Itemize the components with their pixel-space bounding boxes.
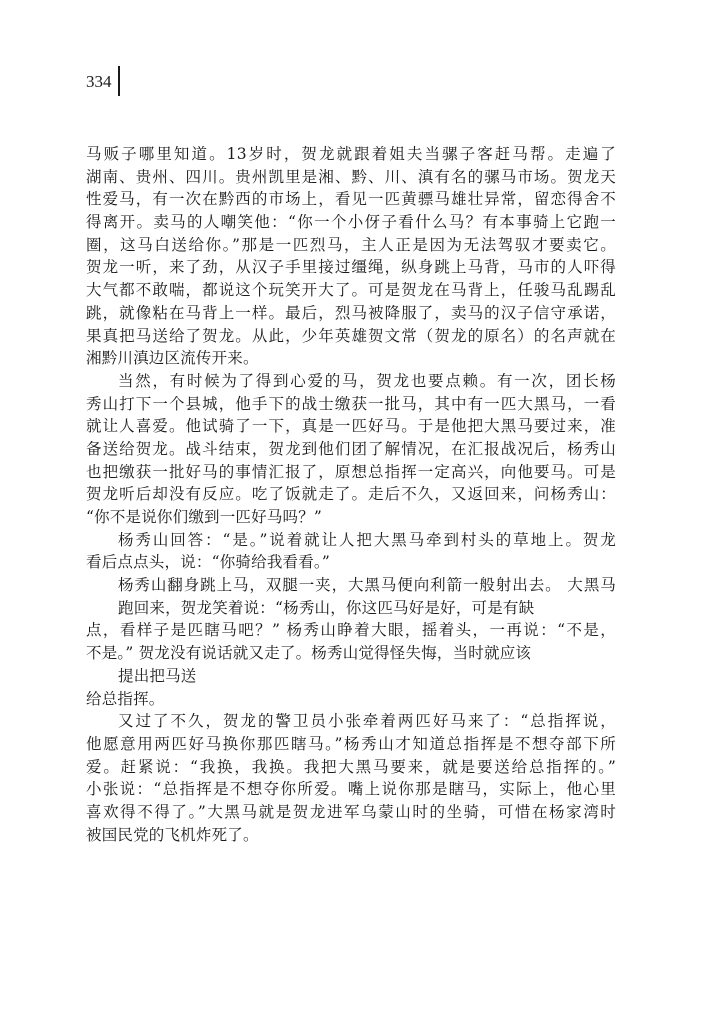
text-line: 圈，这马白送给你。”那是一匹烈马，主人正是因为无法驾驭才要卖它。 (86, 235, 616, 254)
text-line: 秀山打下一个县城，他手下的战士缴获一批马，其中有一匹大黑马，一看 (86, 394, 616, 413)
text-line: 给总指挥。 (86, 689, 165, 708)
text-line: 果真把马送给了贺龙。从此，少年英雄贺文常（贺龙的原名）的名声就在 (86, 326, 616, 345)
text-line: 被国民党的飞机炸死了。 (86, 825, 259, 844)
text-line: 性爱马，有一次在黔西的市场上，看见一匹黄骠马雄壮异常，留恋得舍不 (86, 190, 616, 209)
text-line: “你不是说你们缴到一匹好马吗？” (86, 508, 323, 526)
text-line: 点，看样子是匹瞎马吧？” 杨秀山睁着大眼，摇着头，一再说：“不是， (86, 621, 616, 640)
text-line: 贺龙一听，来了劲，从汉子手里接过缰绳，纵身跳上马背，马市的人吓得 (86, 258, 616, 277)
text-line: 就让人喜爱。他试骑了一下，真是一匹好马。于是他把大黑马要过来，准 (86, 417, 616, 436)
text-line: 提出把马送 (118, 666, 197, 685)
text-line: 小张说：“总指挥是不想夺你所爱。嘴上说你那是瞎马，实际上，他心里 (86, 780, 616, 799)
header-rule (118, 66, 120, 96)
text-line: 杨秀山回答：“是。”说着就让人把大黑马牵到村头的草地上。贺龙 (118, 530, 616, 549)
text-line: 大气都不敢喘，都说这个玩笑开大了。可是贺龙在马背上，任骏马乱踢乱 (86, 281, 616, 300)
body-text (86, 143, 616, 846)
text-line: 马贩子哪里知道。13岁时，贺龙就跟着姐夫当骡子客赶马帮。走遍了 (86, 145, 616, 163)
text-line: 跑回来，贺龙笑着说：“杨秀山，你这匹马好是好，可是有缺 (118, 598, 535, 617)
text-line: 喜欢得不得了。”大黑马就是贺龙进军乌蒙山时的坐骑，可惜在杨家湾时 (86, 802, 616, 821)
text-line: 湖南、贵州、四川。贵州凯里是湘、黔、川、滇有名的骡马市场。贺龙天 (86, 167, 616, 186)
text-line: 备送给贺龙。战斗结束，贺龙到他们团了解情况，在汇报战况后，杨秀山 (86, 439, 616, 458)
text-line: 湘黔川滇边区流传开来。 (86, 349, 259, 368)
text-line: 又过了不久，贺龙的警卫员小张牵着两匹好马来了：“总指挥说， (118, 712, 616, 731)
page-header (86, 66, 120, 98)
text-line: 杨秀山翻身跳上马，双腿一夹，大黑马便向利箭一般射出去。 大黑马 (118, 576, 616, 595)
text-line: 贺龙听后却没有反应。吃了饭就走了。走后不久，又返回来，问杨秀山： (86, 485, 616, 504)
text-line: 爱。赶紧说：“我换，我换。我把大黑马要来，就是要送给总指挥的。” (86, 757, 616, 776)
text-line: 看后点点头，说：“你骑给我看看。” (86, 553, 330, 572)
page-number: 334 (86, 72, 112, 91)
text-line: 他愿意用两匹好马换你那匹瞎马。”杨秀山才知道总指挥是不想夺部下所 (86, 734, 616, 753)
text-line: 得离开。卖马的人嘲笑他：“你一个小伢子看什么马？有本事骑上它跑一 (86, 213, 616, 232)
text-line: 不是。” 贺龙没有说话就又走了。杨秀山觉得怪失悔，当时就应该 (86, 644, 532, 663)
text-line: 当然，有时候为了得到心爱的马，贺龙也要点赖。有一次，团长杨 (118, 371, 616, 390)
text-line: 跳，就像粘在马背上一样。最后，烈马被降服了，卖马的汉子信守承诺， (86, 303, 616, 322)
text-line: 也把缴获一批好马的事情汇报了，原想总指挥一定高兴，向他要马。可是 (86, 462, 616, 481)
